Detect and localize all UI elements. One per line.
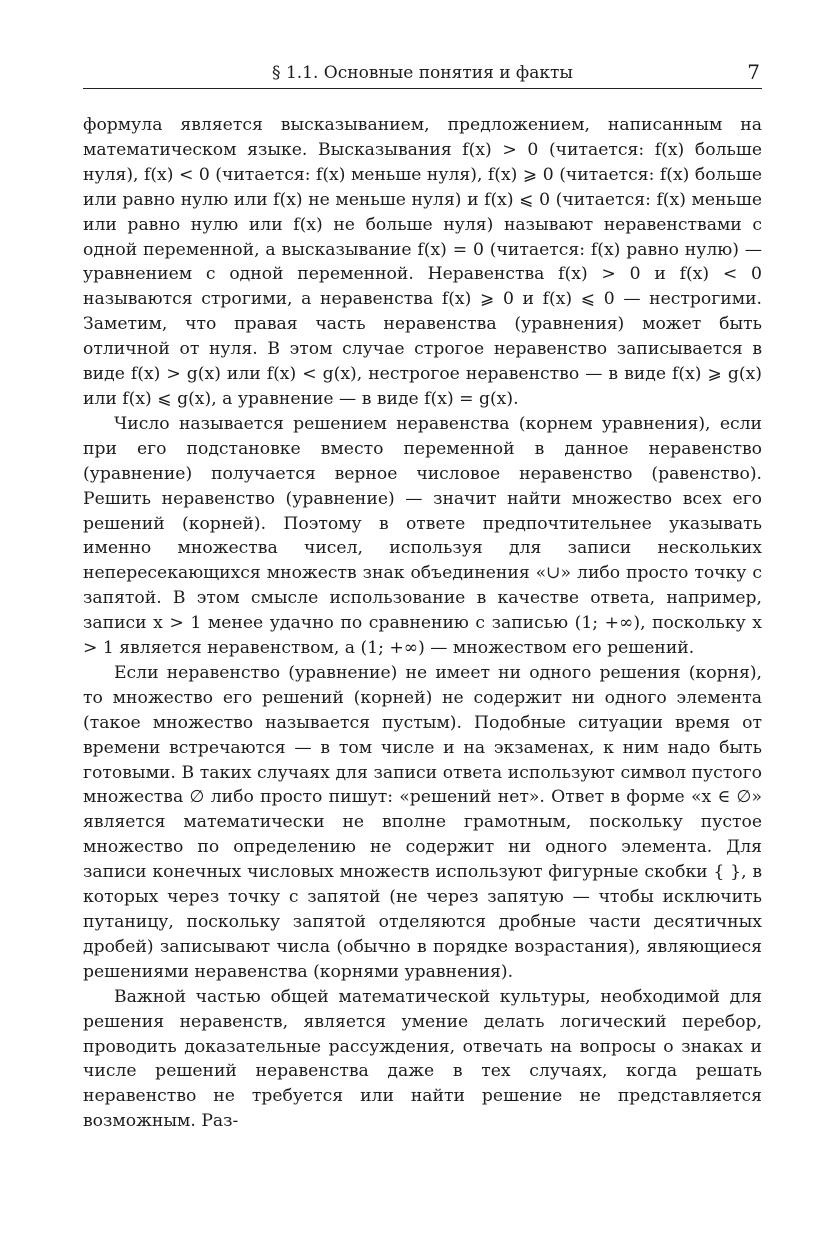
paragraph: формула является высказыванием, предложением, написанным на математическом языке. Высказывания f(x) > 0 (читается: f(x) больше нуля), f(x) < 0 (читается: f(x) меньше нуля), f(x) ⩾ 0 (читается: f(x) больше или равно нулю или f(x) не меньше нуля) и f(x) ⩽ 0 (читается: f(x) меньше или равно нулю или f(x) не больше нуля) называют неравенствами с одной переменной, а высказывание f(x) = 0 (читается: f(x) равно нулю) — уравнением с одной переменной. Неравенства f(x) > 0 и f(x) < 0 называются строгими, а неравенства f(x) ⩾ 0 и f(x) ⩽ 0 — нестрогими. Заметим, что правая часть неравенства (уравнения) может быть отличной от нуля. В этом случае строгое неравенство записывается в виде f(x) > g(x) или f(x) < g(x), нестрогое неравенство — в виде f(x) ⩾ g(x) или f(x) ⩽ g(x), а уравнение — в виде f(x) = g(x).	[83, 115, 762, 409]
paragraph: Число называется решением неравенства (корнем уравнения), если при его подстановке вместо переменной в данное неравенство (уравнение) получается верное числовое неравенство (равенство). Решить неравенство (уравнение) — значит найти множество всех его решений (корней). Поэтому в ответе предпочтительнее указывать именно множества чисел, используя для записи нескольких непересекающихся множеств знак объединения «∪» либо просто точку с запятой. В этом смысле использование в качестве ответа, например, записи x > 1 менее удачно по сравнению с записью (1; +∞), поскольку x > 1 является неравенством, а (1; +∞) — множеством его решений.	[83, 413, 762, 659]
running-title: § 1.1. Основные понятия и факты	[272, 63, 573, 83]
page-number: 7	[747, 60, 760, 84]
paragraph: Если неравенство (уравнение) не имеет ни одного решения (корня), то множество его решений (корней) не содержит ни одного элемента (такое множество называется пустым). Подобные ситуации время от времени встречаются — в том числе и на экзаменах, к ним надо быть готовыми. В таких случаях для записи ответа используют символ пустого множества ∅ либо просто пишут: «решений нет». Ответ в форме «x ∈ ∅» является математически не вполне грамотным, поскольку пустое множество по определению не содержит ни одного элемента. Для записи конечных числовых множеств используют фигурные скобки { }, в которых через точку с запятой (не через запятую — чтобы исключить путаницу, поскольку запятой отделяются дробные части десятичных дробей) записывают числа (обычно в порядке возрастания), являющиеся решениями неравенства (корнями уравнения).	[83, 662, 762, 982]
paragraph: Важной частью общей математической культуры, необходимой для решения неравенств, является умение делать логический перебор, проводить доказательные рассуждения, отвечать на вопросы о знаках и числе решений неравенства даже в тех случаях, когда решать неравенство не требуется или найти решение не представляется возможным. Раз-	[83, 986, 762, 1132]
body-text	[83, 113, 762, 1134]
running-header	[83, 62, 762, 89]
